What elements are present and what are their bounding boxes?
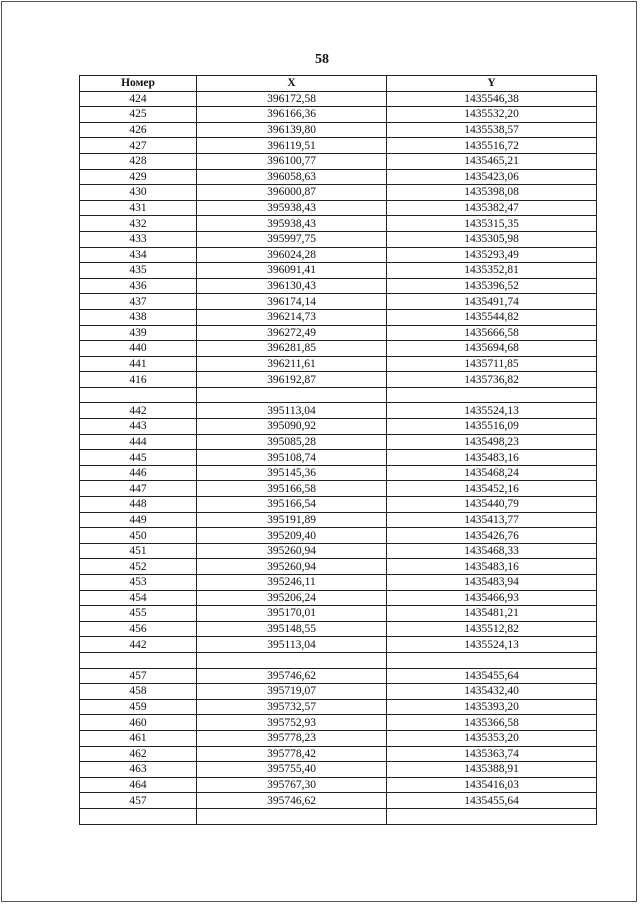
- cell-x: 396166,36: [197, 107, 387, 123]
- cell-y: 1435293,49: [387, 247, 597, 263]
- cell-x: 396272,49: [197, 325, 387, 341]
- cell-y: 1435413,77: [387, 512, 597, 528]
- cell-y: 1435516,09: [387, 419, 597, 435]
- cell-number: 434: [80, 247, 197, 263]
- cell-x: 395085,28: [197, 434, 387, 450]
- cell-y: 1435524,13: [387, 403, 597, 419]
- cell-number: 439: [80, 325, 197, 341]
- cell-x: 396174,14: [197, 294, 387, 310]
- cell-x: 395746,62: [197, 668, 387, 684]
- cell-y: 1435524,13: [387, 637, 597, 653]
- cell-y: 1435516,72: [387, 138, 597, 154]
- table-row: [80, 762, 597, 778]
- cell-y: 1435468,33: [387, 543, 597, 559]
- cell-y: 1435353,20: [387, 730, 597, 746]
- cell-x: 396281,85: [197, 341, 387, 357]
- cell-x: [197, 652, 387, 668]
- table-row: [80, 403, 597, 419]
- cell-number: 432: [80, 216, 197, 232]
- cell-x: [197, 808, 387, 824]
- cell-number: 433: [80, 231, 197, 247]
- cell-y: [387, 387, 597, 403]
- cell-x: 395206,24: [197, 590, 387, 606]
- cell-number: 435: [80, 263, 197, 279]
- table-row: [80, 419, 597, 435]
- cell-y: 1435432,40: [387, 684, 597, 700]
- cell-y: 1435363,74: [387, 746, 597, 762]
- table-row: [80, 793, 597, 809]
- table-row: [80, 590, 597, 606]
- cell-x: 395260,94: [197, 543, 387, 559]
- cell-x: 395938,43: [197, 200, 387, 216]
- cell-y: 1435498,23: [387, 434, 597, 450]
- cell-number: 463: [80, 762, 197, 778]
- cell-number: 459: [80, 699, 197, 715]
- cell-y: 1435388,91: [387, 762, 597, 778]
- cell-x: 395755,40: [197, 762, 387, 778]
- table-row: [80, 621, 597, 637]
- cell-x: 395752,93: [197, 715, 387, 731]
- table-row: [80, 699, 597, 715]
- cell-number: 425: [80, 107, 197, 123]
- cell-number: 429: [80, 169, 197, 185]
- cell-number: 431: [80, 200, 197, 216]
- cell-number: [80, 808, 197, 824]
- cell-y: 1435532,20: [387, 107, 597, 123]
- cell-number: [80, 387, 197, 403]
- cell-x: 395719,07: [197, 684, 387, 700]
- cell-y: 1435455,64: [387, 668, 597, 684]
- table-row: [80, 777, 597, 793]
- cell-x: 395938,43: [197, 216, 387, 232]
- cell-x: 395166,54: [197, 497, 387, 513]
- cell-number: 446: [80, 465, 197, 481]
- table-row: [80, 387, 597, 403]
- cell-x: 395246,11: [197, 575, 387, 591]
- cell-y: 1435491,74: [387, 294, 597, 310]
- table-row: [80, 606, 597, 622]
- cell-x: 395148,55: [197, 621, 387, 637]
- cell-y: [387, 808, 597, 824]
- cell-y: 1435382,47: [387, 200, 597, 216]
- cell-x: 396192,87: [197, 372, 387, 388]
- cell-x: 395108,74: [197, 450, 387, 466]
- cell-number: 451: [80, 543, 197, 559]
- cell-y: 1435546,38: [387, 91, 597, 107]
- cell-x: 395166,58: [197, 481, 387, 497]
- cell-y: 1435483,94: [387, 575, 597, 591]
- cell-y: 1435512,82: [387, 621, 597, 637]
- cell-y: 1435416,03: [387, 777, 597, 793]
- table-row: [80, 450, 597, 466]
- table-row: [80, 122, 597, 138]
- cell-x: 395170,01: [197, 606, 387, 622]
- cell-x: 396211,61: [197, 356, 387, 372]
- cell-number: 447: [80, 481, 197, 497]
- table-header-row: [80, 76, 597, 92]
- cell-x: [197, 387, 387, 403]
- cell-y: 1435423,06: [387, 169, 597, 185]
- table-row: [80, 153, 597, 169]
- cell-y: 1435538,57: [387, 122, 597, 138]
- table-row: [80, 652, 597, 668]
- cell-number: 437: [80, 294, 197, 310]
- cell-number: 456: [80, 621, 197, 637]
- cell-number: 454: [80, 590, 197, 606]
- page-number: 58: [315, 52, 329, 67]
- cell-number: 450: [80, 528, 197, 544]
- cell-y: 1435396,52: [387, 278, 597, 294]
- cell-y: 1435736,82: [387, 372, 597, 388]
- table-row: [80, 715, 597, 731]
- table-row: [80, 465, 597, 481]
- cell-y: 1435483,16: [387, 450, 597, 466]
- table-row: [80, 434, 597, 450]
- cell-number: 461: [80, 730, 197, 746]
- cell-x: 396024,28: [197, 247, 387, 263]
- cell-number: 443: [80, 419, 197, 435]
- cell-number: 455: [80, 606, 197, 622]
- header-y: Y: [387, 76, 597, 92]
- table-row: [80, 185, 597, 201]
- cell-x: 395191,89: [197, 512, 387, 528]
- cell-number: 428: [80, 153, 197, 169]
- cell-y: 1435544,82: [387, 309, 597, 325]
- cell-y: 1435452,16: [387, 481, 597, 497]
- cell-x: 395090,92: [197, 419, 387, 435]
- table-row: [80, 247, 597, 263]
- table-row: [80, 746, 597, 762]
- table-row: [80, 278, 597, 294]
- cell-y: 1435352,81: [387, 263, 597, 279]
- cell-x: 395113,04: [197, 637, 387, 653]
- cell-x: 396139,80: [197, 122, 387, 138]
- cell-x: 395260,94: [197, 559, 387, 575]
- table-row: [80, 684, 597, 700]
- table-row: [80, 91, 597, 107]
- cell-y: 1435426,76: [387, 528, 597, 544]
- cell-number: 462: [80, 746, 197, 762]
- table-row: [80, 543, 597, 559]
- table-row: [80, 200, 597, 216]
- cell-y: 1435481,21: [387, 606, 597, 622]
- cell-x: 395145,36: [197, 465, 387, 481]
- cell-y: 1435465,21: [387, 153, 597, 169]
- table-row: [80, 107, 597, 123]
- cell-x: 395778,23: [197, 730, 387, 746]
- coordinates-table: [79, 75, 597, 825]
- table-row: [80, 216, 597, 232]
- cell-x: 396058,63: [197, 169, 387, 185]
- cell-number: 453: [80, 575, 197, 591]
- table-row: [80, 325, 597, 341]
- cell-number: 452: [80, 559, 197, 575]
- table-row: [80, 730, 597, 746]
- cell-y: 1435466,93: [387, 590, 597, 606]
- cell-y: 1435694,68: [387, 341, 597, 357]
- cell-y: 1435455,64: [387, 793, 597, 809]
- cell-number: 457: [80, 668, 197, 684]
- cell-x: 395209,40: [197, 528, 387, 544]
- cell-y: 1435305,98: [387, 231, 597, 247]
- cell-x: 396000,87: [197, 185, 387, 201]
- table-body: [80, 91, 597, 824]
- cell-y: 1435468,24: [387, 465, 597, 481]
- table-row: [80, 294, 597, 310]
- cell-x: 395732,57: [197, 699, 387, 715]
- cell-y: 1435483,16: [387, 559, 597, 575]
- cell-x: 396100,77: [197, 153, 387, 169]
- table-row: [80, 559, 597, 575]
- header-number: Номер: [80, 76, 197, 92]
- cell-x: 395113,04: [197, 403, 387, 419]
- cell-number: 416: [80, 372, 197, 388]
- table-row: [80, 138, 597, 154]
- cell-number: 441: [80, 356, 197, 372]
- cell-y: [387, 652, 597, 668]
- cell-y: 1435666,58: [387, 325, 597, 341]
- cell-number: 449: [80, 512, 197, 528]
- cell-number: 430: [80, 185, 197, 201]
- cell-y: 1435366,58: [387, 715, 597, 731]
- table-row: [80, 263, 597, 279]
- cell-y: 1435398,08: [387, 185, 597, 201]
- cell-number: 448: [80, 497, 197, 513]
- cell-number: 438: [80, 309, 197, 325]
- cell-number: 424: [80, 91, 197, 107]
- cell-x: 396172,58: [197, 91, 387, 107]
- cell-number: 460: [80, 715, 197, 731]
- table-row: [80, 808, 597, 824]
- cell-number: 445: [80, 450, 197, 466]
- table-row: [80, 231, 597, 247]
- table-row: [80, 497, 597, 513]
- table-row: [80, 309, 597, 325]
- cell-number: 427: [80, 138, 197, 154]
- table-row: [80, 668, 597, 684]
- table-row: [80, 356, 597, 372]
- cell-x: 396119,51: [197, 138, 387, 154]
- cell-number: 442: [80, 403, 197, 419]
- cell-x: 395746,62: [197, 793, 387, 809]
- table-row: [80, 481, 597, 497]
- table-row: [80, 575, 597, 591]
- table-row: [80, 341, 597, 357]
- header-x: X: [197, 76, 387, 92]
- cell-y: 1435711,85: [387, 356, 597, 372]
- cell-number: 464: [80, 777, 197, 793]
- page: [1, 1, 637, 902]
- cell-x: 396130,43: [197, 278, 387, 294]
- cell-number: 426: [80, 122, 197, 138]
- cell-x: 396091,41: [197, 263, 387, 279]
- cell-number: 457: [80, 793, 197, 809]
- cell-x: 395767,30: [197, 777, 387, 793]
- table-row: [80, 372, 597, 388]
- cell-y: 1435393,20: [387, 699, 597, 715]
- table-row: [80, 528, 597, 544]
- cell-y: 1435440,79: [387, 497, 597, 513]
- cell-x: 396214,73: [197, 309, 387, 325]
- cell-x: 395997,75: [197, 231, 387, 247]
- cell-number: 440: [80, 341, 197, 357]
- table-row: [80, 637, 597, 653]
- cell-number: 444: [80, 434, 197, 450]
- cell-number: [80, 652, 197, 668]
- table-row: [80, 512, 597, 528]
- table-row: [80, 169, 597, 185]
- cell-x: 395778,42: [197, 746, 387, 762]
- cell-number: 442: [80, 637, 197, 653]
- cell-number: 458: [80, 684, 197, 700]
- cell-number: 436: [80, 278, 197, 294]
- cell-y: 1435315,35: [387, 216, 597, 232]
